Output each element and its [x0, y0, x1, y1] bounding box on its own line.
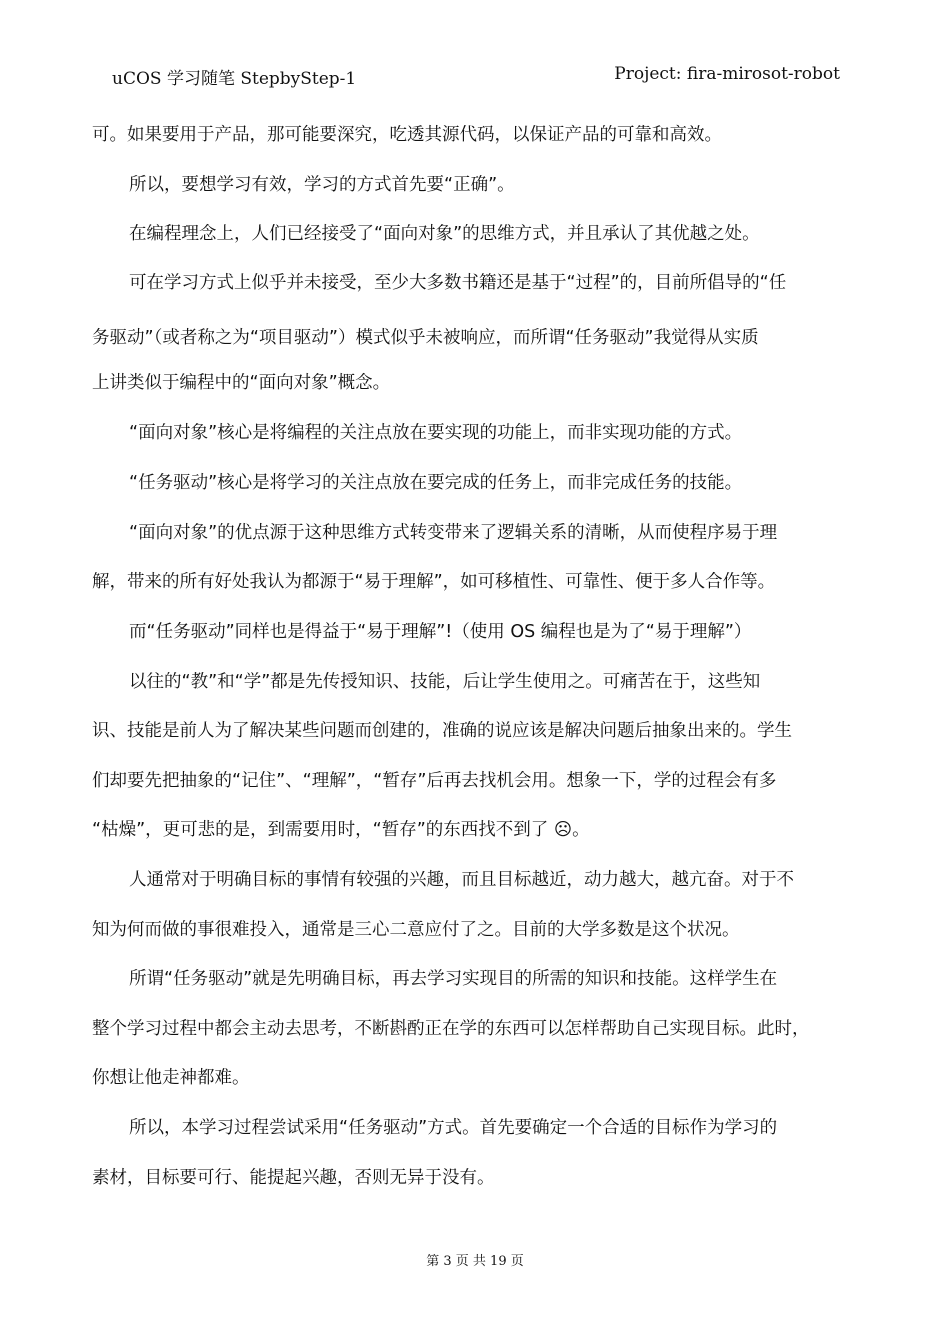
text-line: 们却要先把抽象的“记住”、“理解”，“暂存”后再去找机会用。想象一下，学的过程会有多	[92, 771, 777, 791]
text-line: 可在学习方式上似乎并未接受，至少大多数书籍还是基于“过程”的，目前所倡导的“任	[129, 273, 787, 293]
text-line: 你想让他走神都难。	[92, 1068, 250, 1088]
text-line: 以往的“教”和“学”都是先传授知识、技能，后让学生使用之。可痛苦在于，这些知	[129, 672, 761, 692]
header-title: uCOS 学习随笔 StepbyStep-1	[112, 69, 357, 89]
text-line: 可。如果要用于产品，那可能要深究，吃透其源代码，以保证产品的可靠和高效。	[92, 125, 722, 145]
text-line: 解，带来的所有好处我认为都源于“易于理解”，如可移植性、可靠性、便于多人合作等。	[92, 572, 776, 592]
text-line: 整个学习过程中都会主动去思考，不断斟酌正在学的东西可以怎样帮助自己实现目标。此时，	[92, 1019, 810, 1039]
text-line: 人通常对于明确目标的事情有较强的兴趣，而且目标越近，动力越大，越亢奋。对于不	[129, 870, 794, 890]
page-number-footer: 第 3 页 共 19 页	[426, 1254, 524, 1269]
text-line: 素材，目标要可行、能提起兴趣，否则无异于没有。	[92, 1168, 495, 1188]
header-project: Project: fira-mirosot-robot	[614, 64, 840, 84]
text-line: 识、技能是前人为了解决某些问题而创建的，准确的说应该是解决问题后抽象出来的。学生	[92, 721, 792, 741]
text-line: “任务驱动”核心是将学习的关注点放在要完成的任务上，而非完成任务的技能。	[129, 473, 743, 493]
text-line: 所以，本学习过程尝试采用“任务驱动”方式。首先要确定一个合适的目标作为学习的	[129, 1118, 778, 1138]
text-line: 知为何而做的事很难投入，通常是三心二意应付了之。目前的大学多数是这个状况。	[92, 920, 740, 940]
text-line: 而“任务驱动”同样也是得益于“易于理解”!（使用 OS 编程也是为了“易于理解”）	[129, 622, 752, 642]
text-line: 在编程理念上，人们已经接受了“面向对象”的思维方式，并且承认了其优越之处。	[129, 224, 760, 244]
text-line: 务驱动”（或者称之为“项目驱动”）模式似乎未被响应，而所谓“任务驱动”我觉得从实质	[92, 328, 759, 348]
text-line: 所谓“任务驱动”就是先明确目标，再去学习实现目的所需的知识和技能。这样学生在	[129, 969, 778, 989]
page-header	[112, 64, 840, 92]
text-line: 上讲类似于编程中的“面向对象”概念。	[92, 373, 391, 393]
text-line: “面向对象”的优点源于这种思维方式转变带来了逻辑关系的清晰，从而使程序易于理	[129, 523, 778, 543]
text-line: 所以，要想学习有效，学习的方式首先要“正确”。	[129, 175, 515, 195]
text-line: “面向对象”核心是将编程的关注点放在要实现的功能上，而非实现功能的方式。	[129, 423, 743, 443]
text-line: “枯燥”，更可悲的是，到需要用时，“暂存”的东西找不到了 ☹。	[92, 820, 590, 840]
